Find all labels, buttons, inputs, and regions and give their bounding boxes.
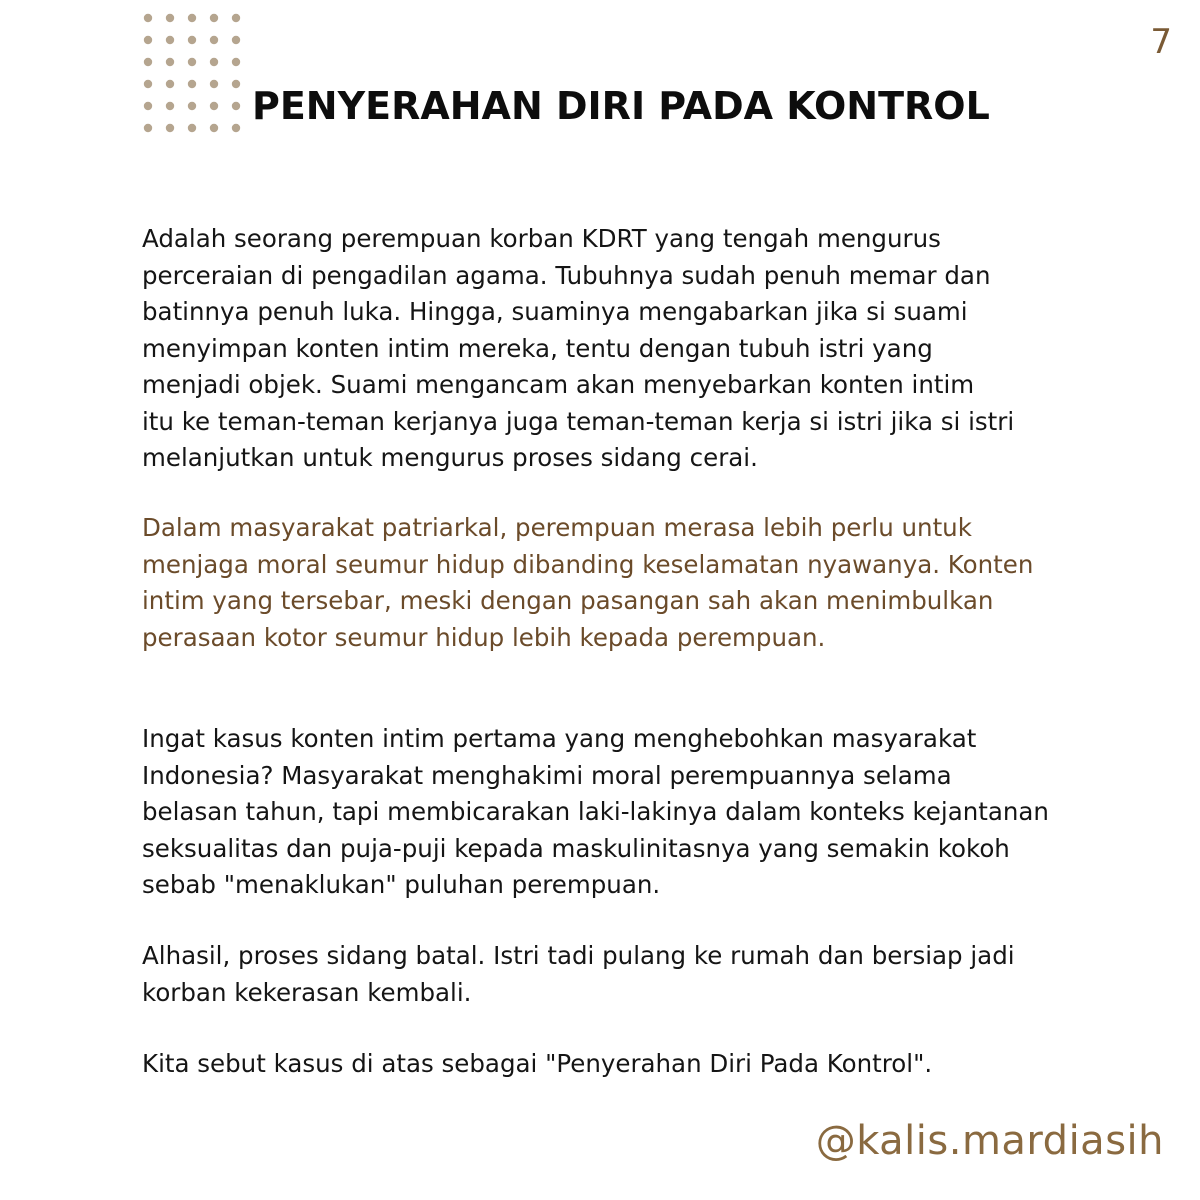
decorative-dot [232,14,240,22]
decorative-dot [144,80,152,88]
decorative-dot [166,36,174,44]
page-number: 7 [1150,22,1172,62]
paragraph-outcome: Alhasil, proses sidang batal. Istri tadi pulang ke rumah dan bersiap jadi korban kekerasan kembali. [142,941,1015,1007]
decorative-dot [144,124,152,132]
decorative-dot [188,36,196,44]
decorative-dot [144,102,152,110]
author-handle: @kalis.mardiasih [815,1118,1164,1164]
decorative-dot [166,58,174,66]
decorative-dot [166,102,174,110]
decorative-dot [144,36,152,44]
decorative-dot [144,14,152,22]
paragraph-case-reference: Ingat kasus konten intim pertama yang menghebohkan masyarakat Indonesia? Masyarakat menghakimi moral perempuannya selama belasan tahun, tapi membicarakan laki-lakinya dalam konteks kejantanan seksualitas dan puja-puji kepada maskulinitasnya yang semakin kokoh sebab "menaklukan" puluhan perempuan. [142,724,1049,899]
decorative-dot [232,124,240,132]
decorative-dot [210,36,218,44]
decorative-dot [232,58,240,66]
decorative-dot [188,58,196,66]
paragraph-story: Adalah seorang perempuan korban KDRT yang tengah mengurus perceraian di pengadilan agama. Tubuhnya sudah penuh memar dan batinnya penuh luka. Hingga, suaminya mengabarkan jika si suami menyimpan konten intim mereka, tentu dengan tubuh istri yang menjadi objek. Suami mengancam akan menyebarkan konten intim itu ke teman-teman kerjanya juga teman-teman kerja si istri jika si istri melanjutkan untuk mengurus proses sidang cerai. [142,224,1015,472]
paragraph-highlight: Dalam masyarakat patriarkal, perempuan merasa lebih perlu untuk menjaga moral seumur hidup dibanding keselamatan nyawanya. Konten intim yang tersebar, meski dengan pasangan sah akan menimbulkan perasaan kotor seumur hidup lebih kepada perempuan. [142,513,1034,652]
decorative-dot [232,80,240,88]
decorative-dot [188,14,196,22]
decorative-dot [232,102,240,110]
decorative-dot [232,36,240,44]
decorative-dot [210,58,218,66]
decorative-dot [210,14,218,22]
decorative-dot-grid [140,8,250,138]
decorative-dot [166,124,174,132]
page-title: PENYERAHAN DIRI PADA KONTROL [252,84,990,128]
decorative-dot [210,80,218,88]
decorative-dot [166,14,174,22]
decorative-dot [188,124,196,132]
decorative-dot [188,80,196,88]
decorative-dot [210,102,218,110]
paragraph-conclusion: Kita sebut kasus di atas sebagai "Penyerahan Diri Pada Kontrol". [142,1049,933,1078]
decorative-dot [166,80,174,88]
decorative-dot [210,124,218,132]
decorative-dot [188,102,196,110]
decorative-dot [144,58,152,66]
